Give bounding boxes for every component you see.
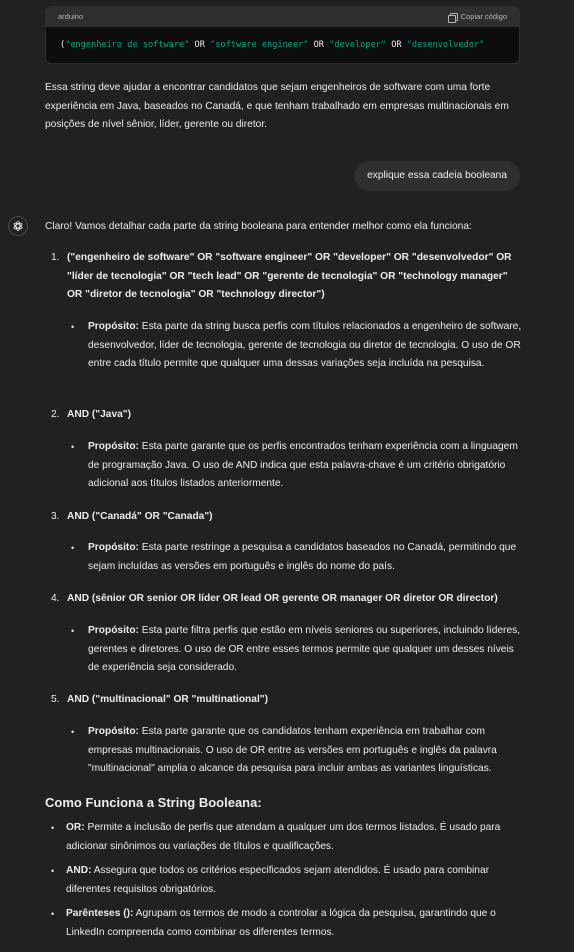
copy-code-button[interactable] xyxy=(448,8,507,27)
list-number: 3. xyxy=(51,511,60,522)
bullet-item xyxy=(71,622,523,678)
bullet-text: Esta parte restringe a pesquisa a candidatos baseados no Canadá, permitindo que sejam incluídas as versões em português e inglês do nome do país. xyxy=(88,542,517,572)
list-item-title: ("engenheiro de software" OR "software engineer" OR "developer" OR "desenvolvedor" OR "líder de tecnologia" OR "tech lead" OR "gerente de tecnologia" OR "technology manager" OR "diretor de tecnologia" OR "technology director") xyxy=(67,252,512,301)
bullet-dot: • xyxy=(51,866,55,876)
summary-text: Agrupam os termos de modo a controlar a lógica da pesquisa, garantindo que o LinkedIn compreenda como combinar os diferentes termos. xyxy=(66,908,496,938)
bullet-dot: • xyxy=(71,727,75,737)
list-number: 5. xyxy=(51,694,60,705)
code-language-label: arduino xyxy=(58,11,84,21)
code-block xyxy=(45,6,520,64)
list-item-title: AND (sênior OR senior OR líder OR lead OR gerente OR manager OR diretor OR director) xyxy=(67,593,498,604)
bullet-label: Propósito: xyxy=(88,321,139,332)
bullet-label: Propósito: xyxy=(88,542,139,553)
summary-text: Assegura que todos os critérios especificados sejam atendidos. É usado para combinar diferentes requisitos obrigatórios. xyxy=(66,865,490,895)
list-number: 4. xyxy=(51,593,60,604)
bullet-label: Propósito: xyxy=(88,441,139,452)
bullet-dot: • xyxy=(71,543,75,553)
code-token: OR xyxy=(386,40,407,51)
summary-label: Parênteses (): xyxy=(66,908,134,919)
bullet-item xyxy=(71,539,523,576)
section-heading: Como Funciona a String Booleana: xyxy=(45,795,262,810)
bullet-dot: • xyxy=(71,442,75,452)
summary-item xyxy=(51,905,523,942)
list-item xyxy=(51,249,521,305)
user-message-text: explique essa cadeia booleana xyxy=(367,169,507,181)
bullet-label: Propósito: xyxy=(88,625,139,636)
bullet-text: Esta parte garante que os candidatos tenham experiência em trabalhar com empresas multinacionais. O uso de OR entre as versões em português e inglês da palavra "multinacional" amplia o alcance da pesquisa para incluir ambas as variantes linguísticas. xyxy=(88,726,497,775)
list-item xyxy=(51,508,521,527)
code-string-token: "engenheiro de software" xyxy=(65,40,190,51)
list-item xyxy=(51,691,521,710)
code-token: OR xyxy=(189,40,211,51)
list-item-title: AND ("multinacional" OR "multinational") xyxy=(67,694,268,705)
bullet-item xyxy=(71,723,523,779)
bullet-text: Esta parte garante que os perfis encontrados tenham experiência com a linguagem de programação Java. O uso de AND indica que esta palavra-chave é um critério obrigatório adicional aos títulos listados anteriormente. xyxy=(88,441,518,490)
intro-paragraph: Essa string deve ajudar a encontrar candidatos que sejam engenheiros de software com uma forte experiência em Java, baseados no Canadá, e que tenham trabalhado em empresas multinacionais em posições de nível sênior, líder, gerente ou diretor. xyxy=(45,82,509,131)
summary-text: Permite a inclusão de perfis que atendam a qualquer um dos termos listados. É usado para adicionar sinônimos ou variações de títulos e qualificações. xyxy=(66,822,501,852)
user-message-bubble xyxy=(354,161,520,191)
bullet-dot: • xyxy=(71,626,75,636)
code-string-token: "desenvolvedor" xyxy=(406,40,485,51)
code-token: ( xyxy=(60,40,66,51)
bullet-text: Esta parte da string busca perfis com títulos relacionados a engenheiro de software, desenvolvedor, líder de tecnologia, gerente de tecnologia ou diretor de tecnologia. O uso de OR entre cada título permite que qualquer uma dessas variações seja incluída na pesquisa. xyxy=(88,321,522,370)
code-content[interactable] xyxy=(46,27,519,64)
bullet-dot: • xyxy=(71,322,75,332)
copy-icon xyxy=(448,13,457,22)
copy-code-label: Copiar código xyxy=(460,11,507,21)
summary-label: AND: xyxy=(66,865,92,876)
list-number: 1. xyxy=(51,252,60,263)
list-number: 2. xyxy=(51,409,60,420)
code-token: OR xyxy=(308,40,330,51)
summary-item xyxy=(51,819,523,856)
bullet-text: Esta parte filtra perfis que estão em níveis seniores ou superiores, incluindo líderes, gerentes e diretores. O uso de OR entre esses termos permite que qualquer um desses níveis de experiência seja considerado. xyxy=(88,625,521,674)
assistant-avatar xyxy=(8,216,28,236)
bullet-dot: • xyxy=(51,823,55,833)
code-string-token: "software engineer" xyxy=(210,40,309,51)
openai-logo-icon xyxy=(12,220,24,232)
list-item xyxy=(51,590,521,609)
list-item xyxy=(51,406,521,425)
code-header xyxy=(46,7,519,27)
bullet-item xyxy=(71,438,523,494)
bullet-dot: • xyxy=(51,909,55,919)
summary-item xyxy=(51,862,523,899)
bullet-label: Propósito: xyxy=(88,726,139,737)
assistant-intro: Claro! Vamos detalhar cada parte da string booleana para entender melhor como ela funciona: xyxy=(45,221,472,232)
summary-label: OR: xyxy=(66,822,85,833)
bullet-item xyxy=(71,318,523,374)
code-string-token: "developer" xyxy=(329,40,387,51)
list-item-title: AND ("Java") xyxy=(67,409,132,420)
list-item-title: AND ("Canadá" OR "Canada") xyxy=(67,511,213,522)
